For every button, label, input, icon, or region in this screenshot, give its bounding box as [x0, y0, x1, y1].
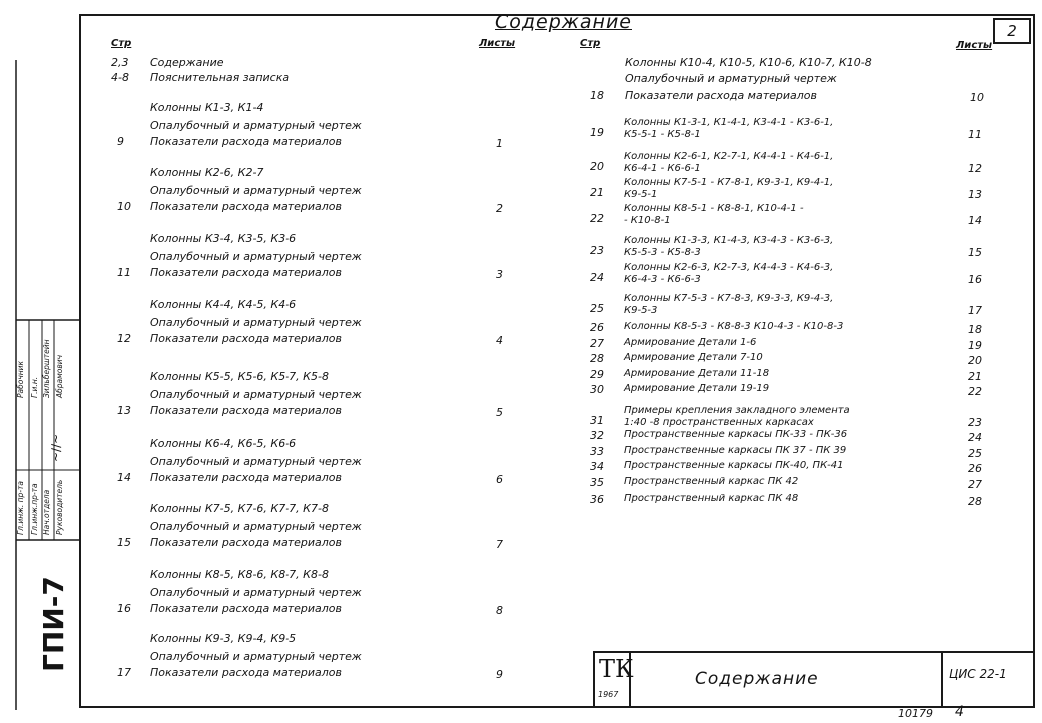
section-title: Колонны К2-6, К2-7	[150, 166, 264, 179]
name-label-2: Зильберштейн	[42, 339, 51, 398]
section-sheet: 9	[496, 668, 503, 681]
tk-year: 1967	[598, 690, 619, 699]
entry-page: 23	[590, 244, 604, 257]
role-label-4: Нач.отдела	[42, 489, 51, 535]
entry-page: 31	[590, 414, 604, 427]
entry-page: 21	[590, 186, 604, 199]
entry-text-cont: - К10-8-1	[624, 215, 671, 226]
section-sheet: 6	[496, 473, 503, 486]
section-page: 11	[117, 266, 131, 279]
bottom-number: 10179	[898, 707, 933, 720]
entry-text: Колонны К2-6-1, К2-7-1, К4-4-1 - К4-6-1,	[624, 151, 834, 162]
stamp-block	[593, 651, 1035, 706]
entry-text-cont: К5-5-3 - К5-8-3	[624, 247, 701, 258]
section-sheet: 5	[496, 406, 503, 419]
entry-sheet: 20	[968, 354, 982, 367]
section-subtitle: Опалубочный и арматурный чертеж	[150, 388, 362, 401]
section-page: 9	[117, 135, 124, 148]
entry-text: Колонны К7-5-3 - К7-8-3, К9-3-3, К9-4-3,	[624, 293, 834, 304]
right-intro-title: Колонны К10-4, К10-5, К10-6, К10-7, К10-8	[625, 56, 872, 69]
entry-page: 36	[590, 493, 604, 506]
entry-text: Пространственные каркасы ПК-40, ПК-41	[624, 460, 844, 471]
entry-text: Армирование Детали 7-10	[624, 352, 763, 363]
entry-sheet: 23	[968, 416, 982, 429]
role-label-1: Рабочник	[16, 360, 25, 398]
section-title: Колонны К5-5, К5-6, К5-7, К5-8	[150, 370, 329, 383]
entry-page: 32	[590, 429, 604, 442]
section-indicators: Показатели расхода материалов	[150, 200, 343, 213]
entry-page: 19	[590, 126, 604, 139]
section-page: 14	[117, 471, 131, 484]
entry-text: Колонны К1-3-1, К1-4-1, К3-4-1 - К3-6-1,	[624, 117, 834, 128]
section-subtitle: Опалубочный и арматурный чертеж	[150, 586, 362, 599]
entry-sheet: 22	[968, 385, 982, 398]
entry-sheet: 26	[968, 462, 982, 475]
section-sheet: 1	[496, 137, 503, 150]
entry-text: Колонны К8-5-1 - К8-8-1, К10-4-1 -	[624, 203, 804, 214]
signature: ~∕∕~	[49, 433, 63, 462]
entry-text: Колонны К1-3-3, К1-4-3, К3-4-3 - К3-6-3,	[624, 235, 834, 246]
section-indicators: Показатели расхода материалов	[150, 266, 343, 279]
entry-sheet: 11	[968, 128, 982, 141]
entry-page: 28	[590, 352, 604, 365]
bottom-suffix: 4	[955, 704, 964, 720]
entry-page: 27	[590, 337, 604, 350]
section-sheet: 8	[496, 604, 503, 617]
name-label-1: Г.и.н.	[30, 376, 39, 398]
right-page-header: Стр	[580, 38, 601, 49]
entry-page: 30	[590, 383, 604, 396]
section-subtitle: Опалубочный и арматурный чертеж	[150, 184, 362, 197]
role-label-5: Руководитель	[55, 479, 64, 535]
tk-mark: ТК	[599, 655, 634, 683]
entry-text-cont: 1:40 -8 пространственных каркасах	[624, 417, 814, 428]
entry-sheet: 17	[968, 304, 982, 317]
section-indicators: Показатели расхода материалов	[150, 536, 343, 549]
section-page: 13	[117, 404, 131, 417]
right-intro-page: 18	[590, 89, 604, 102]
role-label-2: Гл.инж. пр-та	[16, 481, 25, 535]
entry-page: 20	[590, 160, 604, 173]
stamp-name: Содержание	[695, 669, 819, 689]
page-title: Содержание	[495, 11, 632, 33]
entry-sheet: 16	[968, 273, 982, 286]
section-sheet: 4	[496, 334, 503, 347]
section-indicators: Показатели расхода материалов	[150, 602, 343, 615]
section-indicators: Показатели расхода материалов	[150, 666, 343, 679]
entry-text-cont: К6-4-3 - К6-6-3	[624, 274, 701, 285]
entry-text: Пространственные каркасы ПК-33 - ПК-36	[624, 429, 848, 440]
section-title: Колонны К3-4, К3-5, К3-6	[150, 232, 297, 245]
entry-text: Примеры крепления закладного элемента	[624, 405, 850, 416]
entry-text: Пространственный каркас ПК 48	[624, 493, 799, 504]
section-page: 17	[117, 666, 131, 679]
entry-text: Колонны К2-6-3, К2-7-3, К4-4-3 - К4-6-3,	[624, 262, 834, 273]
intro-text: Содержание	[150, 56, 224, 69]
section-indicators: Показатели расхода материалов	[150, 471, 343, 484]
section-indicators: Показатели расхода материалов	[150, 404, 343, 417]
section-title: Колонны К9-3, К9-4, К9-5	[150, 632, 297, 645]
entry-text: Пространственные каркасы ПК 37 - ПК 39	[624, 445, 847, 456]
right-sheet-header: Листы	[956, 40, 993, 51]
intro-page: 4-8	[111, 71, 129, 84]
entry-page: 33	[590, 445, 604, 458]
entry-text: Колонны К7-5-1 - К7-8-1, К9-3-1, К9-4-1,	[624, 177, 834, 188]
entry-sheet: 12	[968, 162, 982, 175]
section-indicators: Показатели расхода материалов	[150, 332, 343, 345]
section-subtitle: Опалубочный и арматурный чертеж	[150, 455, 362, 468]
section-sheet: 7	[496, 538, 503, 551]
section-subtitle: Опалубочный и арматурный чертеж	[150, 316, 362, 329]
code-cell	[941, 653, 1039, 706]
entry-sheet: 27	[968, 478, 982, 491]
entry-page: 29	[590, 368, 604, 381]
section-page: 10	[117, 200, 131, 213]
section-title: Колонны К8-5, К8-6, К8-7, К8-8	[150, 568, 329, 581]
left-page-header: Стр	[111, 38, 132, 49]
entry-text-cont: К9-5-1	[624, 189, 658, 200]
section-sheet: 3	[496, 268, 503, 281]
section-title: Колонны К4-4, К4-5, К4-6	[150, 298, 297, 311]
section-title: Колонны К6-4, К6-5, К6-6	[150, 437, 297, 450]
section-subtitle: Опалубочный и арматурный чертеж	[150, 650, 362, 663]
entry-text: Колонны К8-5-3 - К8-8-3 К10-4-3 - К10-8-3	[624, 321, 844, 332]
stamp-code: ЦИС 22-1	[949, 667, 1007, 681]
entry-text-cont: К5-5-1 - К5-8-1	[624, 129, 701, 140]
entry-page: 25	[590, 302, 604, 315]
section-page: 15	[117, 536, 131, 549]
entry-text: Армирование Детали 1-6	[624, 337, 757, 348]
entry-page: 35	[590, 476, 604, 489]
section-title: Колонны К1-3, К1-4	[150, 101, 264, 114]
section-page: 16	[117, 602, 131, 615]
section-subtitle: Опалубочный и арматурный чертеж	[150, 250, 362, 263]
entry-text-cont: К9-5-3	[624, 305, 658, 316]
section-subtitle: Опалубочный и арматурный чертеж	[150, 119, 362, 132]
section-sheet: 2	[496, 202, 503, 215]
gpi-label: ГПИ-7	[37, 576, 70, 672]
entry-sheet: 18	[968, 323, 982, 336]
entry-sheet: 21	[968, 370, 982, 383]
entry-text-cont: К6-4-1 - К6-6-1	[624, 163, 701, 174]
right-intro-ind: Показатели расхода материалов	[625, 89, 818, 102]
entry-sheet: 25	[968, 447, 982, 460]
entry-sheet: 19	[968, 339, 982, 352]
entry-sheet: 14	[968, 214, 982, 227]
section-subtitle: Опалубочный и арматурный чертеж	[150, 520, 362, 533]
page-number: 2	[993, 18, 1031, 44]
entry-sheet: 13	[968, 188, 982, 201]
entry-text: Армирование Детали 11-18	[624, 368, 770, 379]
right-intro-sub: Опалубочный и арматурный чертеж	[625, 72, 837, 85]
section-title: Колонны К7-5, К7-6, К7-7, К7-8	[150, 502, 329, 515]
name-label-3: Абрамович	[55, 354, 64, 398]
entry-page: 22	[590, 212, 604, 225]
entry-sheet: 15	[968, 246, 982, 259]
role-label-3: Гл.инж.пр-та	[30, 483, 39, 535]
entry-page: 26	[590, 321, 604, 334]
entry-page: 24	[590, 271, 604, 284]
left-sheet-header: Листы	[479, 38, 516, 49]
intro-text: Пояснительная записка	[150, 71, 290, 84]
right-intro-sheet: 10	[970, 91, 984, 104]
entry-sheet: 24	[968, 431, 982, 444]
intro-page: 2,3	[111, 56, 129, 69]
entry-text: Пространственный каркас ПК 42	[624, 476, 799, 487]
entry-sheet: 28	[968, 495, 982, 508]
entry-page: 34	[590, 460, 604, 473]
section-indicators: Показатели расхода материалов	[150, 135, 343, 148]
tk-cell	[595, 653, 634, 706]
section-page: 12	[117, 332, 131, 345]
entry-text: Армирование Детали 19-19	[624, 383, 770, 394]
